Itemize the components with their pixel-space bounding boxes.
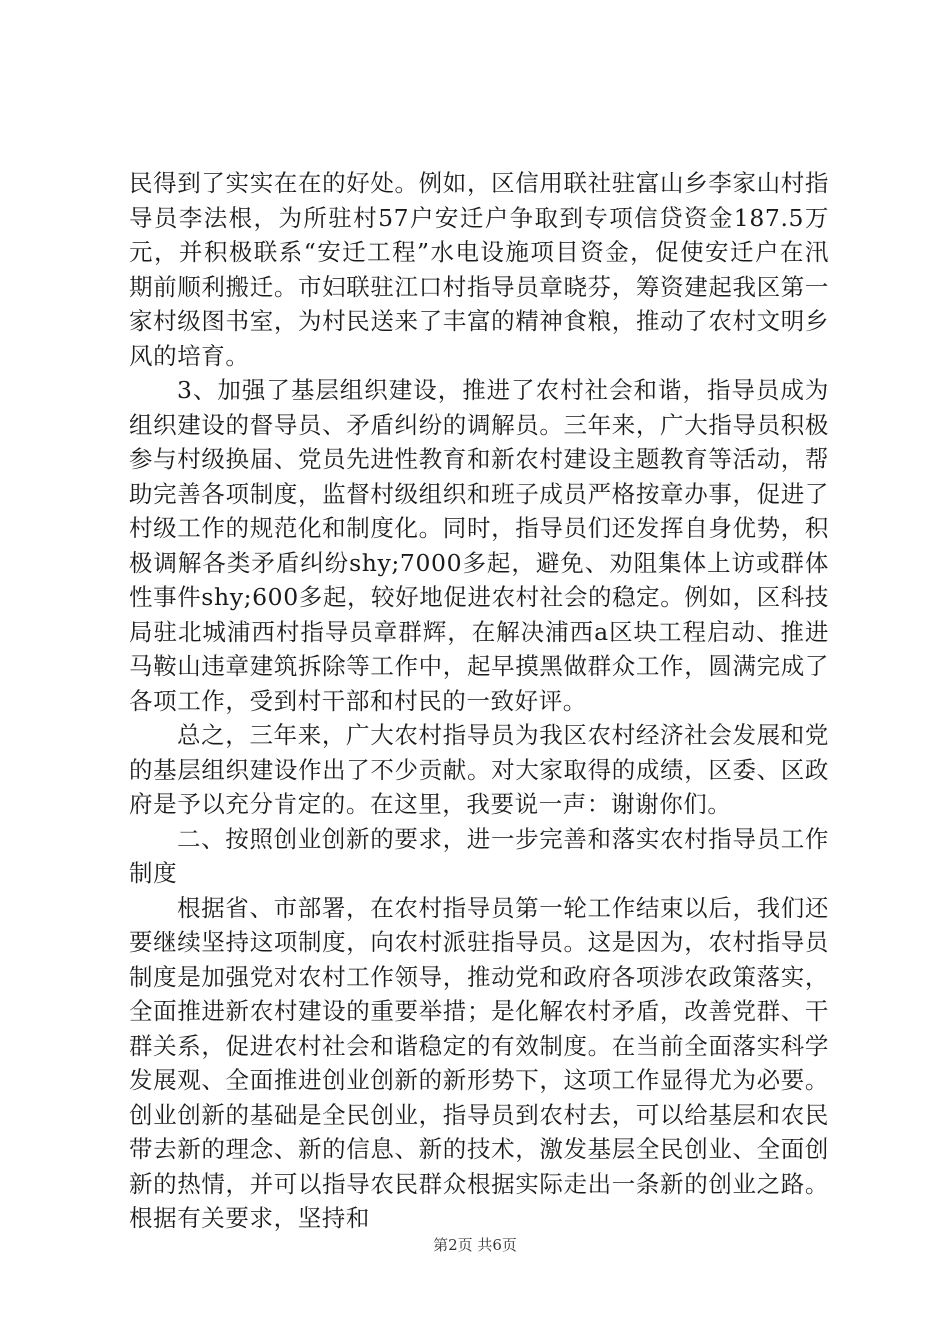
page-number-footer: 第2页 共6页 bbox=[433, 1236, 517, 1254]
section-heading-2: 二、按照创业创新的要求，进一步完善和落实农村指导员工作制度 bbox=[129, 824, 829, 887]
paragraph-continuation: 民得到了实实在在的好处。例如，区信用联社驻富山乡李家山村指导员李法根，为所驻村57户安迁户争取到专项信贷资金187.5万元，并积极联系“安迁工程”水电设施项目资金，促使安迁户在汛期前顺利搬迁。市妇联驻江口村指导员章晓芬，筹资建起我区第一家村级图书室，为村民送来了丰富的精神食粮，推动了农村文明乡风的培育。 bbox=[129, 169, 829, 370]
paragraph-item-3: 3、加强了基层组织建设，推进了农村社会和谐，指导员成为组织建设的督导员、矛盾纠纷的调解员。三年来，广大指导员积极参与村级换届、党员先进性教育和新农村建设主题教育等活动，帮助完善各项制度，监督村级组织和班子成员严格按章办事，促进了村级工作的规范化和制度化。同时，指导员们还发挥自身优势，积极调解各类矛盾纠纷shy;7000多起，避免、劝阻集体上访或群体性事件shy;600多起，较好地促进农村社会的稳定。例如，区科技局驻北城浦西村指导员章群辉，在解决浦西a区块工程启动、推进马鞍山违章建筑拆除等工作中，起早摸黑做群众工作，圆满完成了各项工作，受到村干部和村民的一致好评。 bbox=[129, 376, 829, 715]
paragraph-summary: 总之，三年来，广大农村指导员为我区农村经济社会发展和党的基层组织建设作出了不少贡献。对大家取得的成绩，区委、区政府是予以充分肯定的。在这里，我要说一声：谢谢你们。 bbox=[129, 721, 829, 818]
paragraph-section-2-body: 根据省、市部署，在农村指导员第一轮工作结束以后，我们还要继续坚持这项制度，向农村派驻指导员。这是因为，农村指导员制度是加强党对农村工作领导，推动党和政府各项涉农政策落实，全面推进新农村建设的重要举措；是化解农村矛盾，改善党群、干群关系，促进农村社会和谐稳定的有效制度。在当前全面落实科学发展观、全面推进创业创新的新形势下，这项工作显得尤为必要。创业创新的基础是全民创业，指导员到农村去，可以给基层和农民带去新的理念、新的信息、新的技术，激发基层全民创业、全面创新的热情，并可以指导农民群众根据实际走出一条新的创业之路。根据有关要求，坚持和 bbox=[129, 893, 829, 1232]
document-body bbox=[129, 166, 829, 1236]
